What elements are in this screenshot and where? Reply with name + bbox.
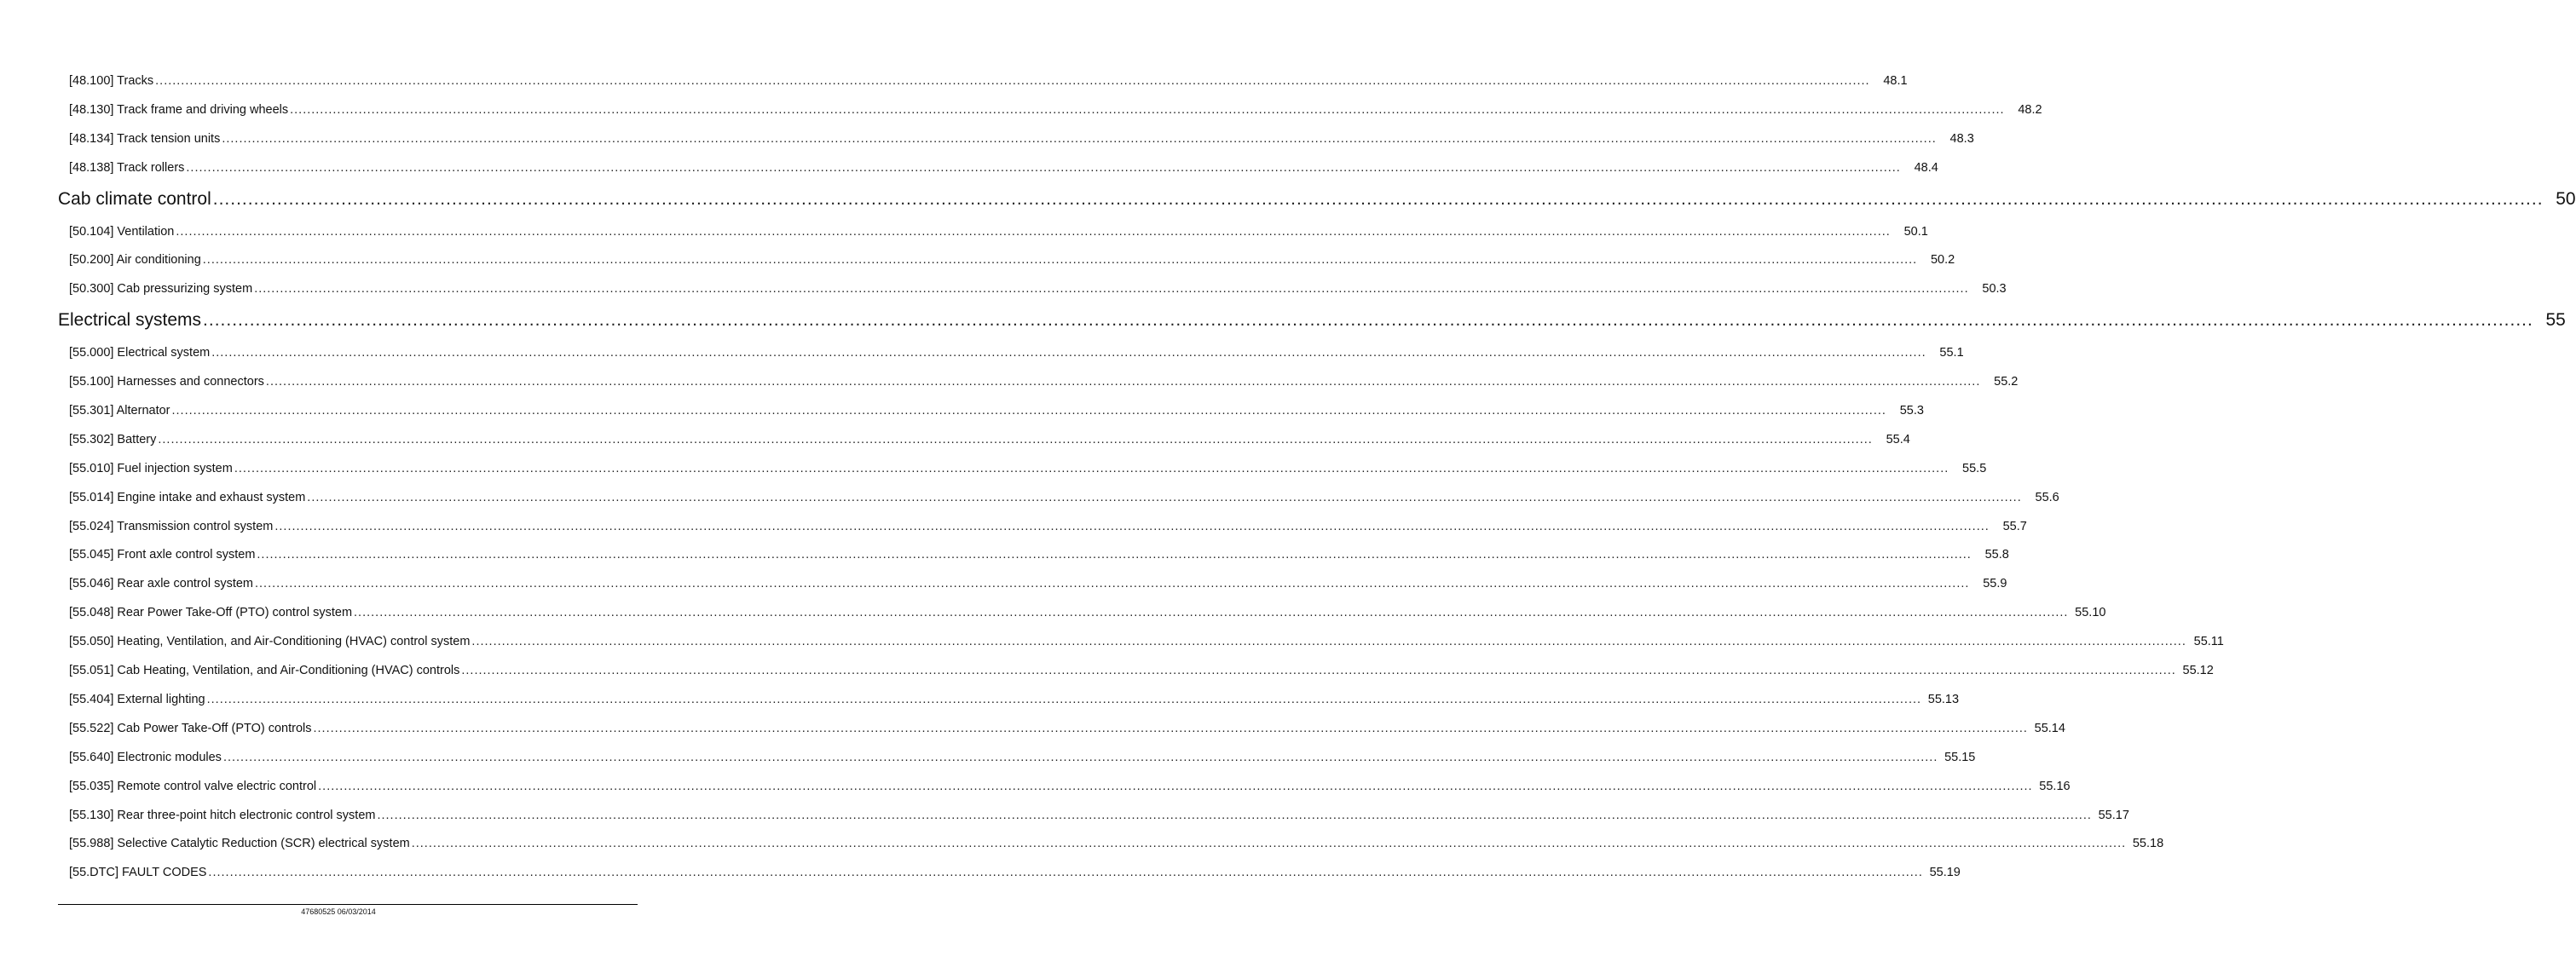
toc-entry[interactable] xyxy=(69,664,2214,681)
toc-entry[interactable] xyxy=(69,160,1938,178)
toc-entry[interactable] xyxy=(69,721,2065,739)
toc-entry-page-number: 55.6 xyxy=(2035,490,2059,504)
toc-entry-title: [55.988] Selective Catalytic Reduction (SCR) electrical system xyxy=(69,837,410,851)
toc-entry-title: [48.100] Tracks xyxy=(69,74,154,88)
toc-entry[interactable] xyxy=(69,74,1908,91)
toc-entry-title: [55.100] Harnesses and connectors xyxy=(69,375,264,389)
dot-leader: ................................................................................................................................................................................................................................................................................................................................................................................................................ xyxy=(234,461,1949,475)
toc-entry-title: [55.522] Cab Power Take-Off (PTO) controls xyxy=(69,721,312,735)
toc-entry[interactable] xyxy=(69,403,1924,421)
toc-entry-page-number: 55 xyxy=(2545,310,2566,331)
dot-leader: ................................................................................................................................................................................................................................................................................................................................................................................................................ xyxy=(255,577,1970,591)
toc-entry-title: [55.404] External lighting xyxy=(69,692,205,706)
toc-entry-title: [55.051] Cab Heating, Ventilation, and Air-Conditioning (HVAC) controls xyxy=(69,664,460,677)
dot-leader: ................................................................................................................................................................................................................................................................................................................................................................................................................ xyxy=(318,779,2033,793)
toc-entry-page-number: 50.3 xyxy=(1982,282,2007,297)
toc-entry[interactable] xyxy=(69,432,1910,450)
toc-entry[interactable] xyxy=(69,490,2059,508)
toc-entry-title: [55.640] Electronic modules xyxy=(69,750,222,764)
toc-entry-title: [55.050] Heating, Ventilation, and Air-Conditioning (HVAC) control system xyxy=(69,635,471,649)
toc-entry-title: [55.045] Front axle control system xyxy=(69,548,256,562)
toc-entry-title: Cab climate control xyxy=(58,188,211,209)
toc-entry[interactable] xyxy=(69,461,1987,479)
dot-leader: ................................................................................................................................................................................................................................................................................................................................................................................................................ xyxy=(206,692,1922,706)
toc-entry-title: [48.130] Track frame and driving wheels xyxy=(69,102,289,117)
dot-leader: ................................................................................................................................................................................................................................................................................................................................................................................................................ xyxy=(212,188,2544,209)
toc-entry[interactable] xyxy=(69,866,1961,883)
toc-entry-page-number: 55.18 xyxy=(2132,837,2164,851)
dot-leader: ................................................................................................................................................................................................................................................................................................................................................................................................................ xyxy=(257,548,1972,562)
toc-entry[interactable] xyxy=(69,779,2071,797)
toc-entry-page-number: 55.9 xyxy=(1983,577,2007,591)
toc-entry-title: [55.DTC] FAULT CODES xyxy=(69,866,207,880)
toc-entry[interactable] xyxy=(69,837,2164,854)
toc-entry-page-number: 48.3 xyxy=(1949,131,1974,146)
toc-entry-title: [48.134] Track tension units xyxy=(69,131,221,146)
dot-leader: ................................................................................................................................................................................................................................................................................................................................................................................................................ xyxy=(158,432,1873,446)
toc-entry[interactable] xyxy=(69,548,2009,565)
toc-entry-title: [55.035] Remote control valve electric control xyxy=(69,779,317,793)
toc-entry-page-number: 55.1 xyxy=(1939,346,1964,360)
toc-section-heading[interactable] xyxy=(58,188,2576,213)
dot-leader: ................................................................................................................................................................................................................................................................................................................................................................................................................ xyxy=(265,375,1981,389)
dot-leader: ................................................................................................................................................................................................................................................................................................................................................................................................................ xyxy=(211,346,1926,360)
toc-entry-title: [55.048] Rear Power Take-Off (PTO) control system xyxy=(69,606,353,620)
footer-document-id: 47680525 06/03/2014 xyxy=(301,907,376,916)
toc-entry-title: [55.130] Rear three-point hitch electronic control system xyxy=(69,808,376,822)
toc-entry-page-number: 50.1 xyxy=(1903,224,1928,239)
toc-entry-title: [50.200] Air conditioning xyxy=(69,253,201,268)
dot-leader: ................................................................................................................................................................................................................................................................................................................................................................................................................ xyxy=(411,837,2127,851)
toc-entry[interactable] xyxy=(69,577,2007,594)
dot-leader: ................................................................................................................................................................................................................................................................................................................................................................................................................ xyxy=(176,224,1891,239)
toc-entry-title: Electrical systems xyxy=(58,310,202,331)
toc-entry[interactable] xyxy=(69,346,1964,363)
toc-entry[interactable] xyxy=(69,635,2224,652)
toc-entry-title: [55.302] Battery xyxy=(69,432,157,446)
toc-entry-page-number: 55.7 xyxy=(2002,519,2027,533)
dot-leader: ................................................................................................................................................................................................................................................................................................................................................................................................................ xyxy=(155,74,1870,88)
toc-entry-page-number: 55.4 xyxy=(1886,432,1910,446)
toc-entry-page-number: 55.15 xyxy=(1944,750,1976,764)
toc-entry-page-number: 48.4 xyxy=(1914,160,1938,175)
dot-leader: ................................................................................................................................................................................................................................................................................................................................................................................................................ xyxy=(461,664,2176,677)
toc-entry-page-number: 55.14 xyxy=(2034,721,2065,735)
dot-leader: ................................................................................................................................................................................................................................................................................................................................................................................................................ xyxy=(222,750,1938,764)
dot-leader: ................................................................................................................................................................................................................................................................................................................................................................................................................ xyxy=(377,808,2092,822)
footer-divider xyxy=(58,904,638,905)
dot-leader: ................................................................................................................................................................................................................................................................................................................................................................................................................ xyxy=(307,490,2022,504)
toc-entry-title: [55.301] Alternator xyxy=(69,403,170,418)
toc-entry[interactable] xyxy=(69,224,1928,242)
toc-entry-page-number: 55.10 xyxy=(2075,606,2106,620)
toc-entry-page-number: 55.3 xyxy=(1899,403,1924,418)
toc-entry-title: [55.046] Rear axle control system xyxy=(69,577,253,591)
toc-entry-page-number: 50 xyxy=(2556,188,2576,209)
toc-entry-page-number: 55.19 xyxy=(1929,866,1961,880)
toc-entry[interactable] xyxy=(69,808,2129,826)
toc-entry-page-number: 48.1 xyxy=(1883,74,1908,88)
toc-entry-title: [50.300] Cab pressurizing system xyxy=(69,282,253,297)
toc-entry[interactable] xyxy=(69,253,1955,270)
toc-entry-title: [48.138] Track rollers xyxy=(69,160,185,175)
toc-entry-title: [55.014] Engine intake and exhaust system xyxy=(69,490,306,504)
toc-entry[interactable] xyxy=(69,606,2106,623)
dot-leader: ................................................................................................................................................................................................................................................................................................................................................................................................................ xyxy=(254,282,1969,297)
dot-leader: ................................................................................................................................................................................................................................................................................................................................................................................................................ xyxy=(222,131,1937,146)
toc-entry[interactable] xyxy=(69,131,1974,149)
dot-leader: ................................................................................................................................................................................................................................................................................................................................................................................................................ xyxy=(203,310,2533,331)
toc-entry-title: [55.000] Electrical system xyxy=(69,346,211,360)
toc-entry[interactable] xyxy=(69,102,2042,120)
dot-leader: ................................................................................................................................................................................................................................................................................................................................................................................................................ xyxy=(202,253,1918,268)
dot-leader: ................................................................................................................................................................................................................................................................................................................................................................................................................ xyxy=(290,102,2005,117)
toc-entry[interactable] xyxy=(69,282,2007,299)
dot-leader: ................................................................................................................................................................................................................................................................................................................................................................................................................ xyxy=(274,519,1990,533)
toc-entry-title: [55.024] Transmission control system xyxy=(69,519,274,533)
toc-entry-page-number: 55.16 xyxy=(2039,779,2071,793)
toc-entry[interactable] xyxy=(69,750,1976,768)
toc-section-heading[interactable] xyxy=(58,310,2566,334)
dot-leader: ................................................................................................................................................................................................................................................................................................................................................................................................................ xyxy=(313,721,2028,735)
dot-leader: ................................................................................................................................................................................................................................................................................................................................................................................................................ xyxy=(471,635,2186,649)
toc-entry[interactable] xyxy=(69,375,2019,392)
toc-entry-page-number: 55.13 xyxy=(1927,692,1960,706)
toc-entry[interactable] xyxy=(69,519,2027,537)
toc-entry-page-number: 55.12 xyxy=(2182,664,2214,677)
toc-entry[interactable] xyxy=(69,692,1960,710)
dot-leader: ................................................................................................................................................................................................................................................................................................................................................................................................................ xyxy=(171,403,1886,418)
dot-leader: ................................................................................................................................................................................................................................................................................................................................................................................................................ xyxy=(208,866,1923,880)
toc-entry-title: [50.104] Ventilation xyxy=(69,224,175,239)
toc-entry-page-number: 55.2 xyxy=(1994,375,2019,389)
toc-entry-title: [55.010] Fuel injection system xyxy=(69,461,233,475)
toc-entry-page-number: 50.2 xyxy=(1930,253,1955,268)
toc-entry-page-number: 55.8 xyxy=(1984,548,2009,562)
toc-entry-page-number: 55.17 xyxy=(2098,808,2129,822)
toc-entry-page-number: 48.2 xyxy=(2018,102,2042,117)
toc-entry-page-number: 55.11 xyxy=(2193,635,2224,649)
dot-leader: ................................................................................................................................................................................................................................................................................................................................................................................................................ xyxy=(354,606,2069,620)
toc-entry-page-number: 55.5 xyxy=(1962,461,1987,475)
dot-leader: ................................................................................................................................................................................................................................................................................................................................................................................................................ xyxy=(186,160,1901,175)
